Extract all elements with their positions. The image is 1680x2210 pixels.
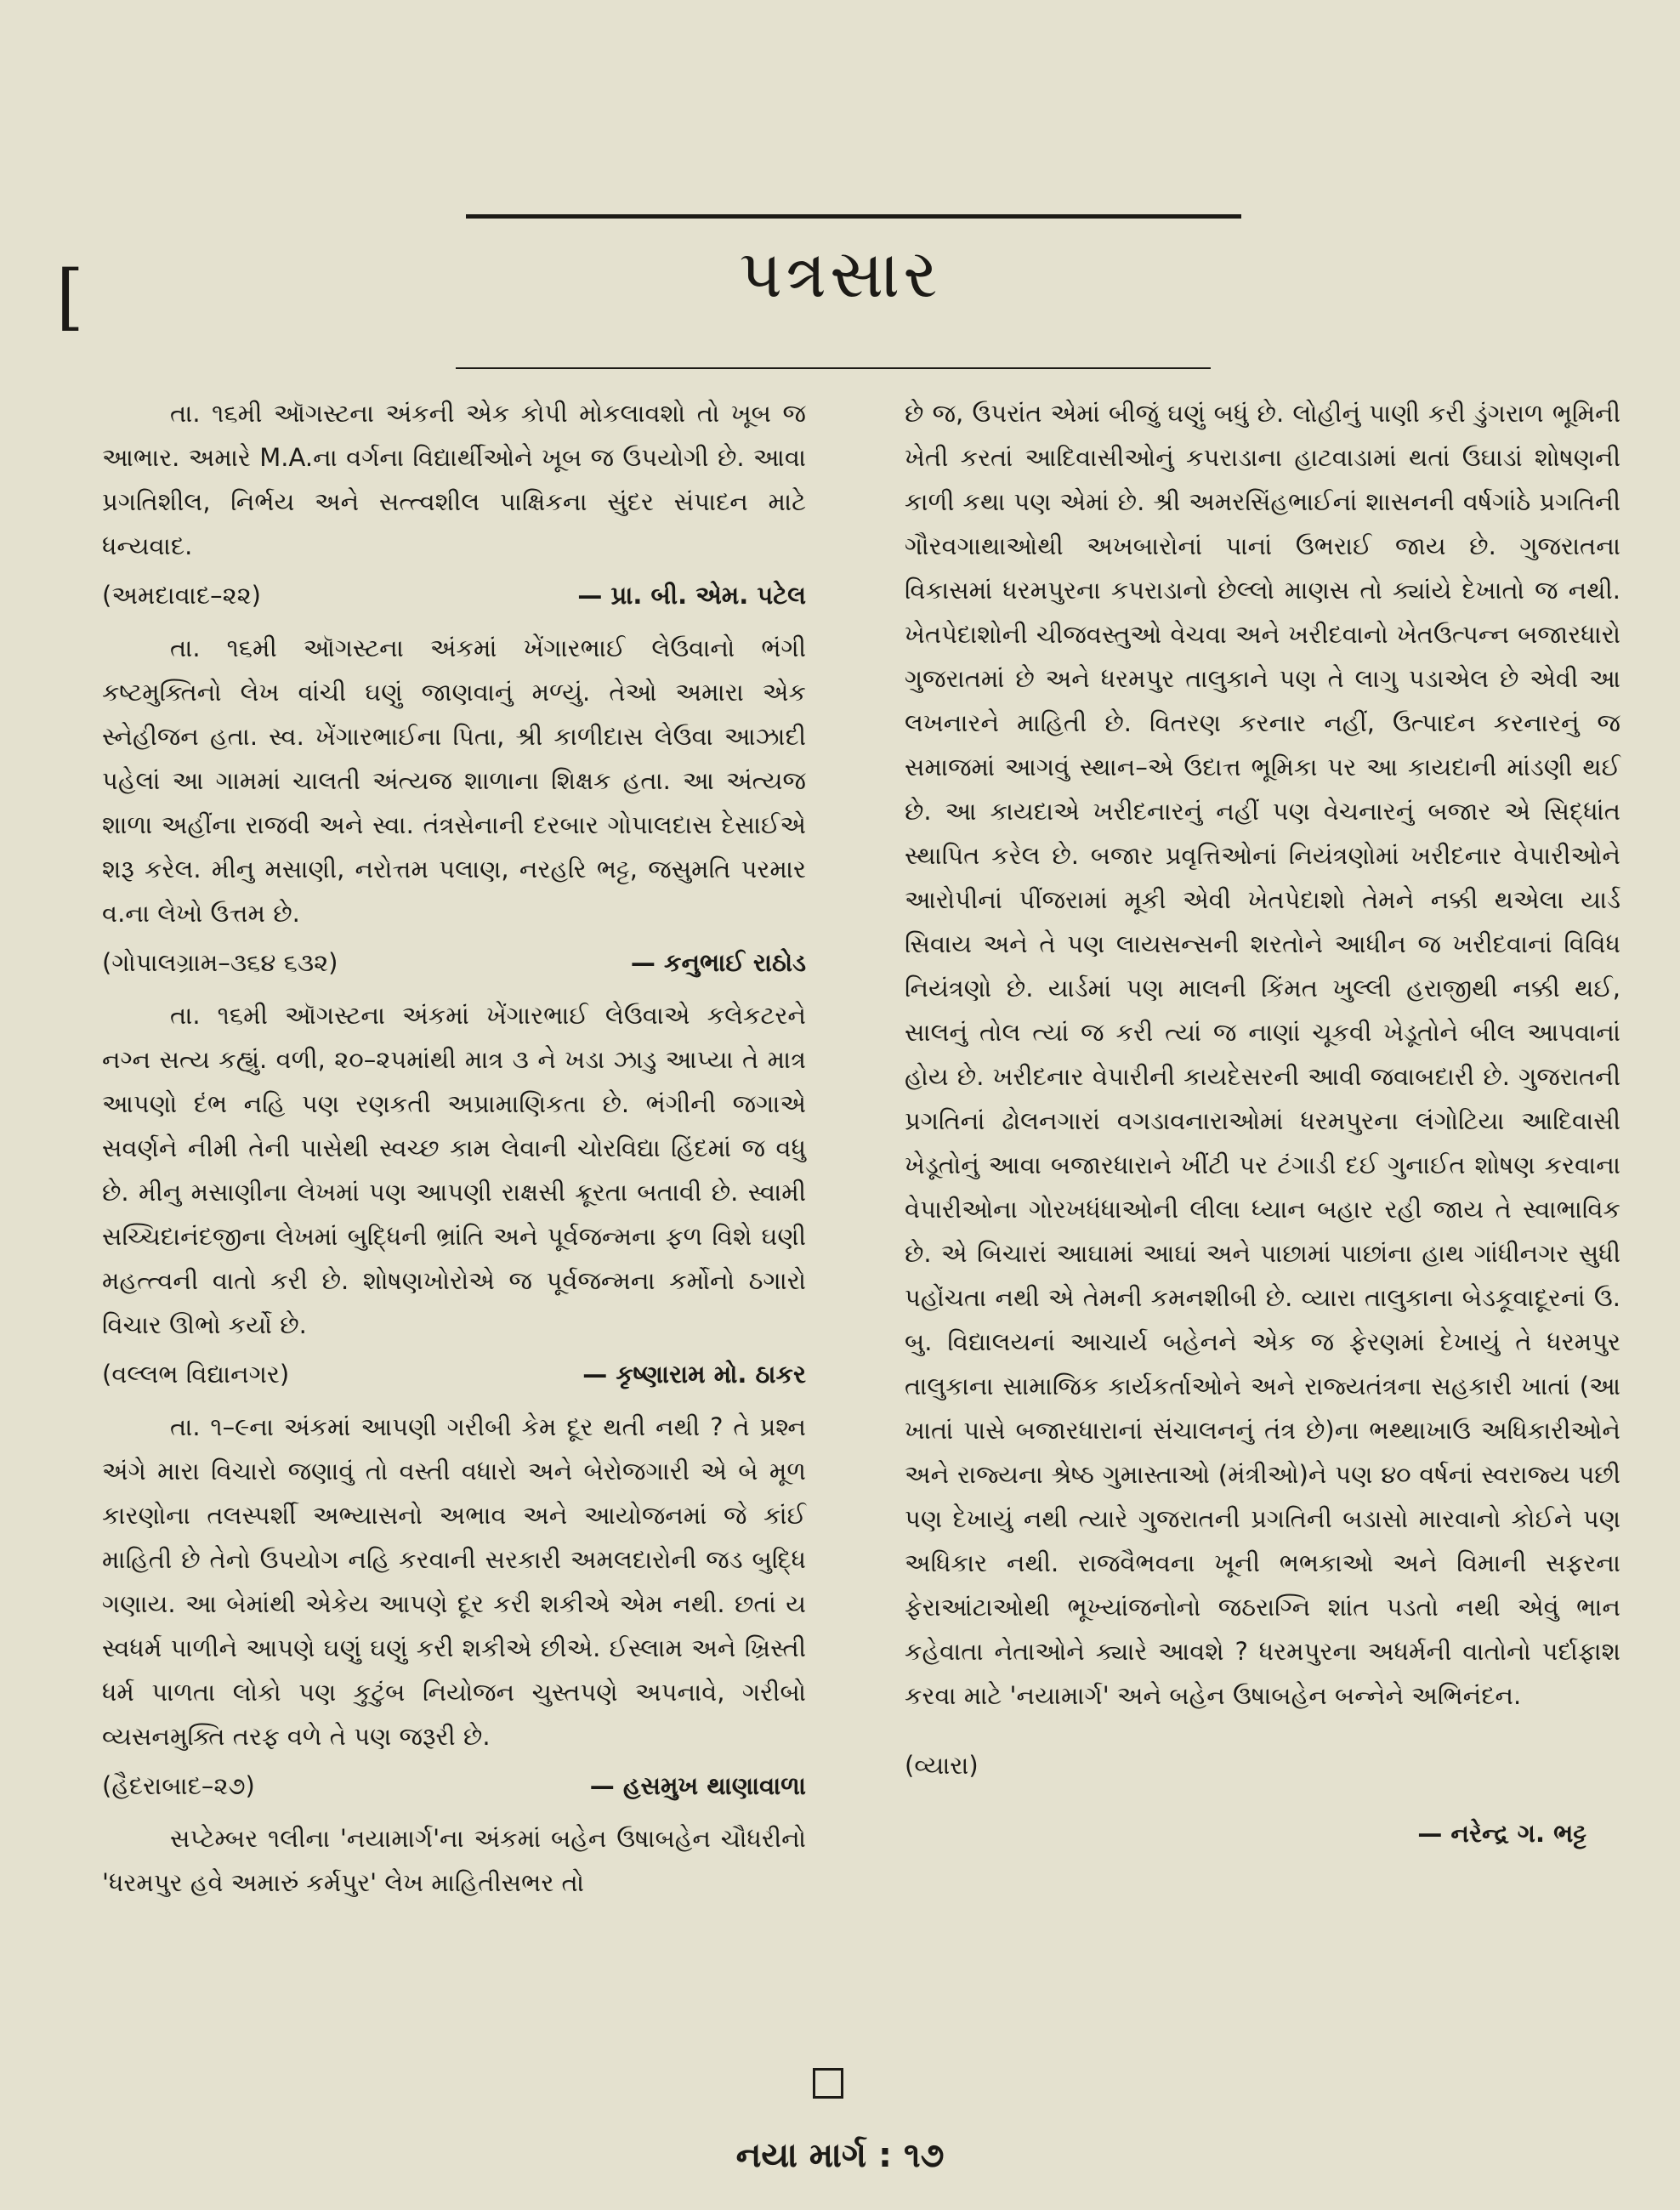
title-rule <box>456 367 1211 369</box>
top-rule <box>466 214 1241 219</box>
letter-body: તા. ૧–૯ના અંકમાં આપણી ગરીબી કેમ દૂર થતી નથી ? તે પ્રશ્ન અંગે મારા વિચારો જણાવું તો વસ્તી વધારો અને બેરોજગારી એ બે મૂળ કારણોના તલસ્પર્શી અભ્યાસનો અભાવ અને આયોજનમાં જે કાંઈ માહિતી છે તેનો ઉપયોગ નહિ કરવાની સરકારી અમલદારોની જડ બુદ્ધિ ગણાય. આ બેમાંથી એકેય આપણે દૂર કરી શકીએ એમ નથી. છતાં ય સ્વધર્મ પાળીને આપણે ઘણું ઘણું કરી શકીએ છીએ. ઈસ્લામ અને ખ્રિસ્તી ધર્મ પાળતા લોકો પણ કુટુંબ નિયોજન ચુસ્તપણે અપનાવે, ગરીબો વ્યસનમુક્તિ તરફ વળે તે પણ જરૂરી છે. <box>102 1412 806 1751</box>
left-column <box>102 391 806 1905</box>
letter-author: — કનુભાઈ રાઠોડ <box>630 948 806 977</box>
letter-place: (અમદાવાદ–૨૨) <box>102 581 261 610</box>
letter-body: તા. ૧૬મી ઑગસ્ટના અંકમાં ખેંગારભાઈ લેઉવાનો ભંગી કષ્ટમુક્તિનો લેખ વાંચી ઘણું જાણવાનું મળ્યું. તેઓ અમારા એક સ્નેહીજન હતા. સ્વ. ખેંગારભાઈના પિતા, શ્રી કાળીદાસ લેઉવા આઝાદી પહેલાં આ ગામમાં ચાલતી અંત્યજ શાળાના શિક્ષક હતા. આ અંત્યજ શાળા અહીંના રાજવી અને સ્વા. તંત્રસેનાની દરબાર ગોપાલદાસ દેસાઈએ શરૂ કરેલ. મીનુ મસાણી, નરોત્તમ પલાણ, નરહરિ ભટ્ટ, જસુમતિ પરમાર વ.ના લેખો ઉત્તમ છે. <box>102 633 806 928</box>
page-footer: નયા માર્ગ : ૧૭ <box>735 2136 945 2175</box>
letter-3 <box>102 993 806 1396</box>
letter-place: (ગોપાલગ્રામ–૩૬૪ ૬૩૨) <box>102 948 338 977</box>
right-column <box>905 391 1620 1855</box>
letter-place: (વ્યારા) <box>905 1751 979 1780</box>
letter-1 <box>102 391 806 617</box>
letter-5 <box>102 1816 806 1905</box>
letter-2 <box>102 626 806 985</box>
letter-author: — હસમુખ થાણાવાળા <box>589 1771 806 1800</box>
letter-signature <box>102 1352 806 1396</box>
letter-body: તા. ૧૬મી ઑગસ્ટના અંકની એક કોપી મોકલાવશો તો ખૂબ જ આભાર. અમારે M.A.ના વર્ગના વિદ્યાર્થીઓને ખૂબ જ ઉપયોગી છે. આવા પ્રગતિશીલ, નિર્ભય અને સત્ત્વશીલ પાક્ષિકના સુંદર સંપાદન માટે ધન્યવાદ. <box>102 399 806 560</box>
letter-signature <box>102 573 806 617</box>
letter-place: (વલ્લભ વિદ્યાનગર) <box>102 1360 290 1389</box>
letter-body: સપ્ટેમ્બર ૧લીના 'નયામાર્ગ'ના અંકમાં બહેન ઉષાબહેન ચૌધરીનો 'ધરમપુર હવે અમારું કર્મપુર' લેખ માહિતીસભર તો <box>102 1824 806 1897</box>
letter-signature <box>102 940 806 985</box>
letter-body-continued: છે જ, ઉપરાંત એમાં બીજું ઘણું બધું છે. લોહીનું પાણી કરી ડુંગરાળ ભૂમિની ખેતી કરતાં આદિવાસીઓનું કપરાડાના હાટવાડામાં થતાં ઉઘાડાં શોષણની કાળી કથા પણ એમાં છે. શ્રી અમરસિંહભાઈનાં શાસનની વર્ષગાંઠે પ્રગતિની ગૌરવગાથાઓથી અખબારોનાં પાનાં ઉભરાઈ જાય છે. ગુજરાતના વિકાસમાં ધરમપુરના કપરાડાનો છેલ્લો માણસ તો ક્યાંયે દેખાતો જ નથી. ખેતપેદાશોની ચીજવસ્તુઓ વેચવા અને ખરીદવાનો ખેતઉત્પન્ન બજારધારો ગુજરાતમાં છે અને ધરમપુર તાલુકાને પણ તે લાગુ પડાએલ છે એવી આ લખનારને માહિતી છે. વિતરણ કરનાર નહીં, ઉત્પાદન કરનારનું જ સમાજમાં આગવું સ્થાન–એ ઉદાત્ત ભૂમિકા પર આ કાયદાની માંડણી થઈ છે. આ કાયદાએ ખરીદનારનું નહીં પણ વેચનારનું બજાર એ સિદ્ધાંત સ્થાપિત કરેલ છે. બજાર પ્રવૃત્તિઓનાં નિયંત્રણોમાં ખરીદનાર વેપારીઓને આરોપીનાં પીંજરામાં મૂકી એવી ખેતપેદાશો તેમને નક્કી થએલા યાર્ડ સિવાય અને તે પણ લાયસન્સની શરતોને આધીન જ ખરીદવાનાં વિવિધ નિયંત્રણો છે. યાર્ડમાં પણ માલની કિંમત ખુલ્લી હરાજીથી નક્કી થઈ, સાલનું તોલ ત્યાં જ કરી ત્યાં જ નાણાં ચૂકવી ખેડૂતોને બીલ આપવાનાં હોય છે. ખરીદનાર વેપારીની કાયદેસરની આવી જવાબદારી છે. ગુજરાતની પ્રગતિનાં ઢોલનગારાં વગડાવનારાઓમાં ધરમપુરના લંગોટિયા આદિવાસી ખેડૂતોનું આવા બજારધારાને ખીંટી પર ટંગાડી દઈ ગુનાઈત શોષણ કરવાના વેપારીઓના ગોરખધંધાઓની લીલા ધ્યાન બહાર રહી જાય તે સ્વાભાવિક છે. એ બિચારાં આઘામાં આઘાં અને પાછામાં પાછાંના હાથ ગાંધીનગર સુધી પહોંચતા નથી એ તેમની કમનશીબી છે. વ્યારા તાલુકાના બેડકૂવાદૂરનાં ઉ. બુ. વિદ્યાલયનાં આચાર્ય બહેનને એક જ ફેરણમાં દેખાયું તે ધરમપુર તાલુકાના સામાજિક કાર્યકર્તાઓને અને રાજ્યતંત્રના સહકારી ખાતાં (આ ખાતાં પાસે બજારધારાનાં સંચાલનનું તંત્ર છે)ના ભથ્થાખાઉ અધિકારીઓને અને રાજ્યના શ્રેષ્ઠ ગુમાસ્તાઓ (મંત્રીઓ)ને પણ ૪૦ વર્ષનાં સ્વરાજ્ય પછી પણ દેખાયું નથી ત્યારે ગુજરાતની પ્રગતિની બડાસો મારવાનો કોઈને પણ અધિકાર નથી. રાજવૈભવના ખૂની ભભકાઓ અને વિમાની સફરના ફેરાઆંટાઓથી ભૂખ્યાંજનોનો જઠરાગ્નિ શાંત પડતો નથી એવું ભાન કહેવાતા નેતાઓને ક્યારે આવશે ? ધરમપુરના અધર્મની વાતોનો પર્દાફાશ કરવા માટે 'નયામાર્ગ' અને બહેન ઉષાબહેન બન્નેને અભિનંદન. <box>905 399 1620 1710</box>
end-mark-box <box>813 2068 843 2099</box>
letter-place: (હૈદરાબાદ–૨૭) <box>102 1771 255 1800</box>
letter-author: — કૃષ્ણારામ મો. ઠાકર <box>582 1360 806 1389</box>
letter-author: — પ્રા. બી. એમ. પટેલ <box>577 581 806 610</box>
letter-author: — નરેન્દ્ર ગ. ભટ્ટ <box>1417 1819 1586 1848</box>
margin-bracket-mark: [ <box>56 255 84 338</box>
letter-body: તા. ૧૬મી ઑગસ્ટના અંકમાં ખેંગારભાઈ લેઉવાએ કલેકટરને નગ્ન સત્ય કહ્યું. વળી, ૨૦–૨૫માંથી માત્ર ૩ ને ખડા ઝાડુ આપ્યા તે માત્ર આપણો દંભ નહિ પણ રણકતી અપ્રામાણિકતા છે. ભંગીની જગાએ સવર્ણને નીમી તેની પાસેથી સ્વચ્છ કામ લેવાની ચોરવિદ્યા હિંદમાં જ વધુ છે. મીનુ મસાણીના લેખમાં પણ આપણી રાક્ષસી ક્રૂરતા બતાવી છે. સ્વામી સચ્ચિદાનંદજીના લેખમાં બુદ્ધિની ભ્રાંતિ અને પૂર્વજન્મના ફળ વિશે ઘણી મહત્ત્વની વાતો કરી છે. શોષણખોરોએ જ પૂર્વજન્મના કર્મોનો ઠગારો વિચાર ઊભો કર્યો છે. <box>102 1001 806 1339</box>
letter-4 <box>102 1405 806 1808</box>
page-title: પત્રસાર <box>739 236 941 313</box>
letter-signature <box>102 1764 806 1808</box>
